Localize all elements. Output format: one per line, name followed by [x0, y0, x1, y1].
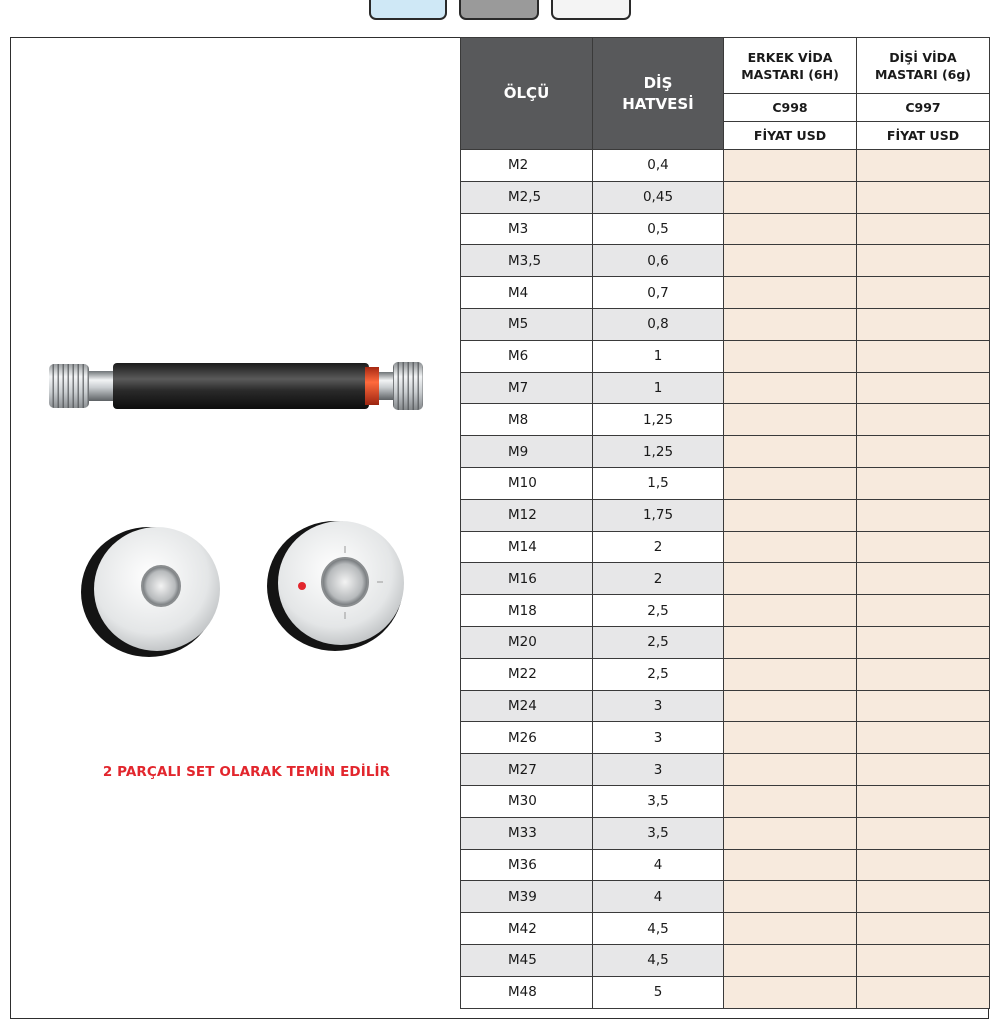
- female-gauge-price-label: FİYAT USD: [857, 122, 990, 150]
- female-price-cell[interactable]: [857, 181, 990, 213]
- male-gauge-price-label: FİYAT USD: [724, 122, 857, 150]
- size-cell: M45: [461, 944, 593, 976]
- size-cell: M22: [461, 658, 593, 690]
- table-row: [461, 467, 990, 499]
- male-price-cell[interactable]: [724, 722, 857, 754]
- female-price-cell[interactable]: [857, 944, 990, 976]
- male-price-cell[interactable]: [724, 340, 857, 372]
- female-price-cell[interactable]: [857, 690, 990, 722]
- female-price-cell[interactable]: [857, 531, 990, 563]
- female-price-cell[interactable]: [857, 595, 990, 627]
- thread-gauge-price-table: [460, 37, 990, 1009]
- female-price-cell[interactable]: [857, 976, 990, 1008]
- table-row: [461, 277, 990, 309]
- table-row: [461, 722, 990, 754]
- male-price-cell[interactable]: [724, 690, 857, 722]
- pitch-cell: 0,6: [593, 245, 724, 277]
- male-price-cell[interactable]: [724, 499, 857, 531]
- pitch-cell: 1,25: [593, 404, 724, 436]
- male-price-cell[interactable]: [724, 785, 857, 817]
- size-cell: M36: [461, 849, 593, 881]
- product-image-panel: [11, 38, 461, 1018]
- female-price-cell[interactable]: [857, 817, 990, 849]
- female-price-cell[interactable]: [857, 277, 990, 309]
- female-price-cell[interactable]: [857, 213, 990, 245]
- pitch-cell: 0,45: [593, 181, 724, 213]
- table-row: [461, 181, 990, 213]
- column-header-pitch: [593, 38, 724, 150]
- male-price-cell[interactable]: [724, 817, 857, 849]
- pitch-cell: 2,5: [593, 626, 724, 658]
- table-row: [461, 340, 990, 372]
- table-row: [461, 754, 990, 786]
- table-row: [461, 881, 990, 913]
- size-cell: M27: [461, 754, 593, 786]
- table-row: [461, 913, 990, 945]
- table-row: [461, 245, 990, 277]
- male-price-cell[interactable]: [724, 913, 857, 945]
- table-row: [461, 626, 990, 658]
- female-price-cell[interactable]: [857, 150, 990, 182]
- table-row: [461, 785, 990, 817]
- column-header-male-gauge: [724, 38, 857, 94]
- size-cell: M2,5: [461, 181, 593, 213]
- table-row: [461, 563, 990, 595]
- column-header-pitch-label: DİŞ HATVESİ: [622, 73, 694, 113]
- pitch-cell: 1: [593, 372, 724, 404]
- female-gauge-title: DİŞİ VİDA MASTARI (6g): [874, 49, 972, 82]
- table-row: [461, 308, 990, 340]
- table-row: [461, 595, 990, 627]
- male-price-cell[interactable]: [724, 531, 857, 563]
- male-price-cell[interactable]: [724, 658, 857, 690]
- size-cell: M14: [461, 531, 593, 563]
- female-price-cell[interactable]: [857, 499, 990, 531]
- table-row: [461, 658, 990, 690]
- male-price-cell[interactable]: [724, 308, 857, 340]
- size-cell: M7: [461, 372, 593, 404]
- pitch-cell: 3: [593, 722, 724, 754]
- size-cell: M42: [461, 913, 593, 945]
- set-supply-note: 2 PARÇALI SET OLARAK TEMİN EDİLİR: [102, 764, 391, 780]
- size-cell: M9: [461, 436, 593, 468]
- size-cell: M30: [461, 785, 593, 817]
- female-price-cell[interactable]: [857, 881, 990, 913]
- female-price-cell[interactable]: [857, 563, 990, 595]
- female-price-cell[interactable]: [857, 436, 990, 468]
- pitch-cell: 3: [593, 690, 724, 722]
- female-price-cell[interactable]: [857, 658, 990, 690]
- size-cell: M33: [461, 817, 593, 849]
- pitch-cell: 1: [593, 340, 724, 372]
- pitch-cell: 3,5: [593, 785, 724, 817]
- female-price-cell[interactable]: [857, 785, 990, 817]
- table-row: [461, 944, 990, 976]
- size-cell: M12: [461, 499, 593, 531]
- tab-white[interactable]: [551, 0, 631, 20]
- female-price-cell[interactable]: [857, 626, 990, 658]
- pitch-cell: 3: [593, 754, 724, 786]
- pitch-cell: 4: [593, 881, 724, 913]
- table-body: [461, 150, 990, 1009]
- table-row: [461, 690, 990, 722]
- catalog-frame: [10, 37, 989, 1019]
- table-row: [461, 213, 990, 245]
- male-gauge-title: ERKEK VİDA MASTARI (6H): [741, 49, 839, 82]
- size-cell: M39: [461, 881, 593, 913]
- male-price-cell[interactable]: [724, 213, 857, 245]
- size-cell: M5: [461, 308, 593, 340]
- size-cell: M26: [461, 722, 593, 754]
- female-price-cell[interactable]: [857, 913, 990, 945]
- male-price-cell[interactable]: [724, 626, 857, 658]
- size-cell: M4: [461, 277, 593, 309]
- female-price-cell[interactable]: [857, 754, 990, 786]
- male-price-cell[interactable]: [724, 150, 857, 182]
- size-cell: M6: [461, 340, 593, 372]
- pitch-cell: 3,5: [593, 817, 724, 849]
- pitch-cell: 2,5: [593, 595, 724, 627]
- female-price-cell[interactable]: [857, 372, 990, 404]
- size-cell: M3: [461, 213, 593, 245]
- male-price-cell[interactable]: [724, 277, 857, 309]
- table-row: [461, 436, 990, 468]
- pitch-cell: 0,7: [593, 277, 724, 309]
- female-price-cell[interactable]: [857, 340, 990, 372]
- pitch-cell: 5: [593, 976, 724, 1008]
- pitch-cell: 1,25: [593, 436, 724, 468]
- male-price-cell[interactable]: [724, 881, 857, 913]
- male-price-cell[interactable]: [724, 754, 857, 786]
- size-cell: M8: [461, 404, 593, 436]
- male-price-cell[interactable]: [724, 563, 857, 595]
- table-row: [461, 499, 990, 531]
- table-row: [461, 404, 990, 436]
- pitch-cell: 1,75: [593, 499, 724, 531]
- female-price-cell[interactable]: [857, 404, 990, 436]
- table-row: [461, 531, 990, 563]
- pitch-cell: 4,5: [593, 944, 724, 976]
- pitch-cell: 2: [593, 563, 724, 595]
- pitch-cell: 1,5: [593, 467, 724, 499]
- male-price-cell[interactable]: [724, 595, 857, 627]
- female-price-cell[interactable]: [857, 467, 990, 499]
- size-cell: M3,5: [461, 245, 593, 277]
- thread-ring-gauges-image: [77, 516, 407, 661]
- pitch-cell: 2,5: [593, 658, 724, 690]
- pitch-cell: 0,8: [593, 308, 724, 340]
- table-row: [461, 976, 990, 1008]
- column-header-female-gauge: [857, 38, 990, 94]
- pitch-cell: 0,4: [593, 150, 724, 182]
- male-price-cell[interactable]: [724, 436, 857, 468]
- tab-gray[interactable]: [459, 0, 539, 20]
- female-price-cell[interactable]: [857, 849, 990, 881]
- pitch-cell: 2: [593, 531, 724, 563]
- female-price-cell[interactable]: [857, 722, 990, 754]
- table-row: [461, 817, 990, 849]
- female-gauge-code: C997: [857, 94, 990, 122]
- male-price-cell[interactable]: [724, 467, 857, 499]
- column-header-size: ÖLÇÜ: [461, 38, 593, 150]
- male-price-cell[interactable]: [724, 849, 857, 881]
- size-cell: M16: [461, 563, 593, 595]
- female-price-cell[interactable]: [857, 308, 990, 340]
- male-price-cell[interactable]: [724, 372, 857, 404]
- female-price-cell[interactable]: [857, 245, 990, 277]
- size-cell: M48: [461, 976, 593, 1008]
- male-price-cell[interactable]: [724, 404, 857, 436]
- male-gauge-code: C998: [724, 94, 857, 122]
- table-row: [461, 849, 990, 881]
- male-price-cell[interactable]: [724, 245, 857, 277]
- pitch-cell: 4: [593, 849, 724, 881]
- size-cell: M10: [461, 467, 593, 499]
- table-row: [461, 372, 990, 404]
- table-row: [461, 150, 990, 182]
- thread-plug-gauge-image: [49, 358, 424, 420]
- size-cell: M2: [461, 150, 593, 182]
- male-price-cell[interactable]: [724, 976, 857, 1008]
- pitch-cell: 0,5: [593, 213, 724, 245]
- size-cell: M24: [461, 690, 593, 722]
- male-price-cell[interactable]: [724, 944, 857, 976]
- tab-blue[interactable]: [369, 0, 447, 20]
- size-cell: M18: [461, 595, 593, 627]
- male-price-cell[interactable]: [724, 181, 857, 213]
- size-cell: M20: [461, 626, 593, 658]
- pitch-cell: 4,5: [593, 913, 724, 945]
